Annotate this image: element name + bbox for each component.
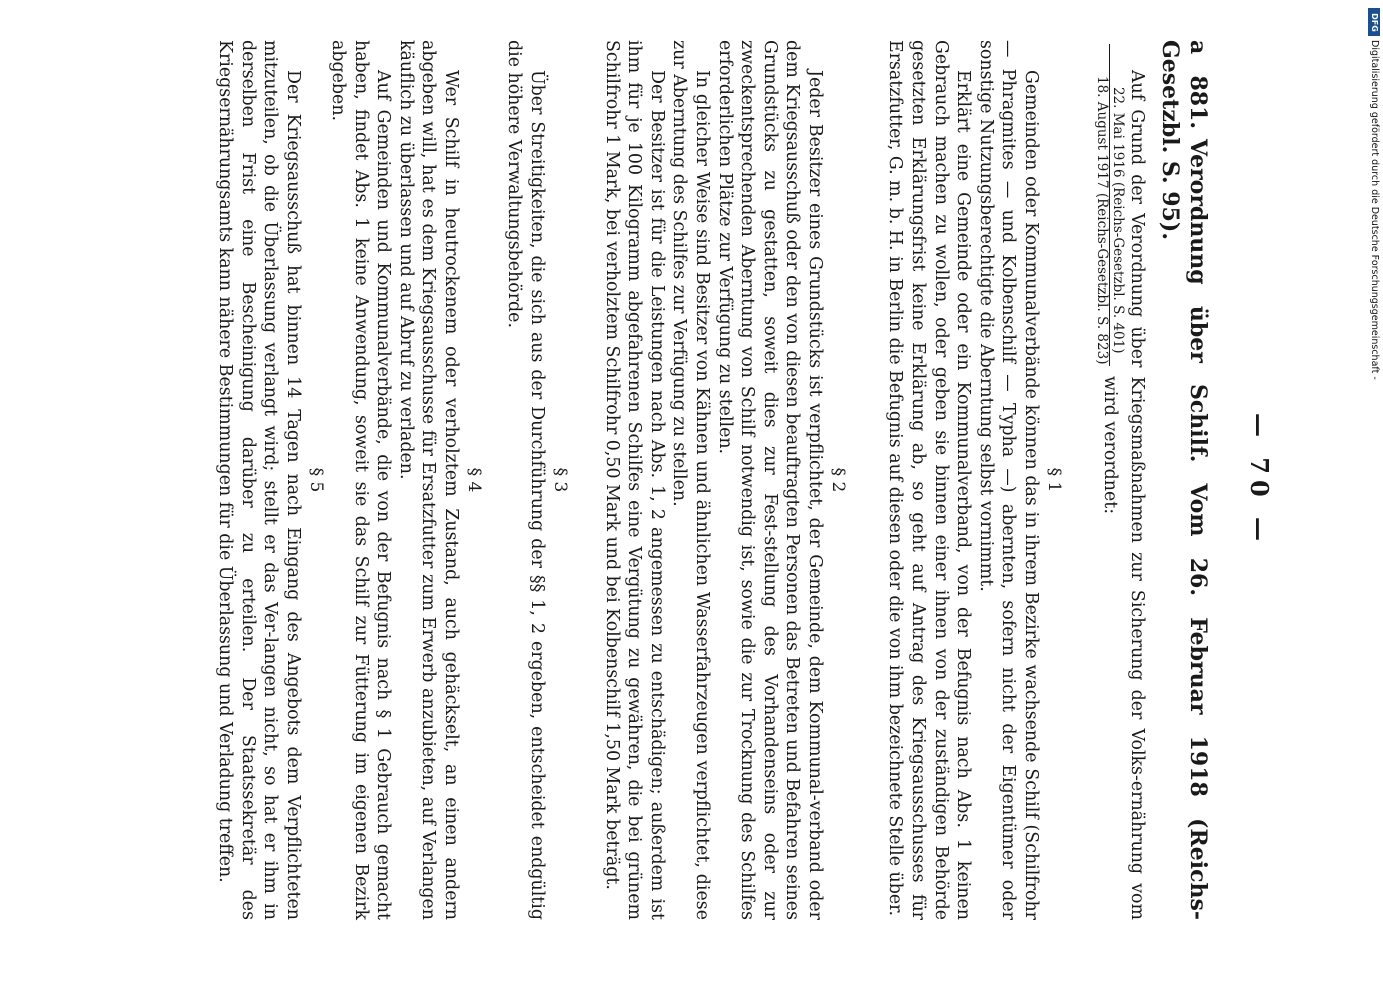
section-2-body [600, 40, 826, 920]
section-1-paragraph-2: Erklärt eine Gemeinde oder ein Kommunalverband, von der Befugnis nach Abs. 1 keinen Gebrauch machen zu wollen, oder geben sie binnen einer ihnen von der zuständigen Behörde gesetzten Erklärungsfrist keine Erklärung ab, so geht auf Antrag des Kriegsausschusses für Ersatzfutter, G. m. b. H. in Berlin die Befugnis auf diesen oder die von ihm bezeichnete Stelle über. [885, 40, 974, 920]
section-4-paragraph-2: Auf Gemeinden und Kommunalverbände, die von der Befugnis nach § 1 Gebrauch gemacht haben, findet Abs. 1 keine Anwendung, soweit sie das Schilf zur Fütterung im eigenen Bezirk abgeben. [328, 40, 394, 920]
dfg-logo-text: DFG [1369, 12, 1379, 32]
section-2-paragraph-1: Jeder Besitzer eines Grundstücks ist verpflichtet, der Gemeinde, dem Kommunal-verband oder dem Kriegsausschuß oder den von diesen beauftragten Personen das Betreten und Befahren seines Grundstücks zu gestatten, soweit dies zur Fest-stellung des Vorhandenseins oder zur zweckentsprechenden Aberntung von Schilf notwendig ist, sowie die zur Trocknung des Schilfes erforderlichen Plätze zur Verfügung zu stellen. [714, 40, 825, 920]
dfg-logo [1368, 8, 1380, 36]
intro-after: wird verordnet: [1100, 376, 1121, 515]
section-5-paragraph-1: Der Kriegsausschuß hat binnen 14 Tagen nach Eingang des Angebots dem Verpflichteten mitzuteilen, ob die Überlassung verlangt wird; stellt er das Ver-langen nicht, so hat er ihm in derselben Frist eine Bescheinigung darüber zu erteilen. Der Staatssekretär des Kriegsernährungsamts kann nähere Bestimmungen für die Überlassung und Verladung treffen. [215, 40, 303, 920]
section-3-paragraph-1: Über Streitigkeiten, die sich aus der Durchführung der §§ 1, 2 ergeben, entscheidet endgültig die höhere Verwaltungsbehörde. [504, 40, 547, 920]
title-text: Verordnung über Schilf. Vom 26. Februar 1918 (Reichs-Gesetzbl. S. 95). [1157, 40, 1211, 920]
intro-paragraph [1094, 40, 1148, 920]
section-heading-4: § 4 [464, 467, 484, 493]
rotated-document [140, 40, 1274, 920]
section-1-body [884, 40, 1042, 920]
page-number: — 70 — [1245, 412, 1274, 548]
title-number: a 881. [1185, 40, 1211, 130]
fraction-denominator: 18. August 1917 (Reichs-Gesetzbl. S. 823) [1094, 76, 1111, 365]
section-heading-2: § 2 [828, 467, 848, 493]
section-4-paragraph-1: Wer Schilf in heutrockenem oder verholztem Zustand, auch gehäckselt, an einen andern abgeben will, hat es dem Kriegsausschusse für Ersatzfutter zum Erwerb anzubieten, auf Verlangen käuflich zu überlassen und auf Abruf zu verladen. [395, 40, 461, 920]
section-heading-3: § 3 [550, 467, 570, 493]
digitization-credit [1368, 40, 1380, 440]
fraction-numerator: 22. Mai 1916 (Reichs-Gesetzbl. S. 401) [1109, 44, 1125, 366]
section-2-paragraph-3: Der Besitzer ist für die Leistungen nach Abs. 1, 2 angemessen zu entschädigen; außerdem ist ihm für je 100 Kilogramm abgefahrenen Schilfes eine Vergütung zu gewähren, die bei grünem Schilfrohr 1 Mark, bei verholztem Schilfrohr 0,50 Mark und bei Kolbenschilf 1,50 Mark beträgt. [601, 40, 667, 920]
document-title [1156, 40, 1212, 920]
section-4-body [326, 40, 462, 920]
section-2-paragraph-2: In gleicher Weise sind Besitzer von Kähnen und ähnlichen Wasserfahrzeugen verpflichtet, diese zur Aberntung des Schilfes zur Verfügung zu stellen. [669, 40, 713, 920]
legal-reference-fraction [1094, 44, 1125, 366]
section-3-body [503, 40, 548, 920]
section-heading-1: § 1 [1044, 467, 1064, 493]
section-1-paragraph-1: Gemeinden oder Kommunalverbände können das in ihrem Bezirke wachsende Schilf (Schilfrohr — Phragmites — und Kolbenschilf — Typha —) abernten, sofern nicht der Eigentümer oder sonstige Nutzungsberechtigte die Aberntung selbst vornimmt. [975, 40, 1041, 920]
section-heading-5: § 5 [306, 467, 326, 493]
digitization-credit-text: Digitalisierung gefördert durch die Deutsche Forschungsgemeinschaft - [1369, 40, 1380, 380]
intro-before: Auf Grund der Verordnung über Kriegsmaßnahmen zur Sicherung der Volks-ernährung vom [1127, 70, 1147, 920]
document-body [140, 40, 1274, 920]
section-5-body [214, 40, 304, 920]
